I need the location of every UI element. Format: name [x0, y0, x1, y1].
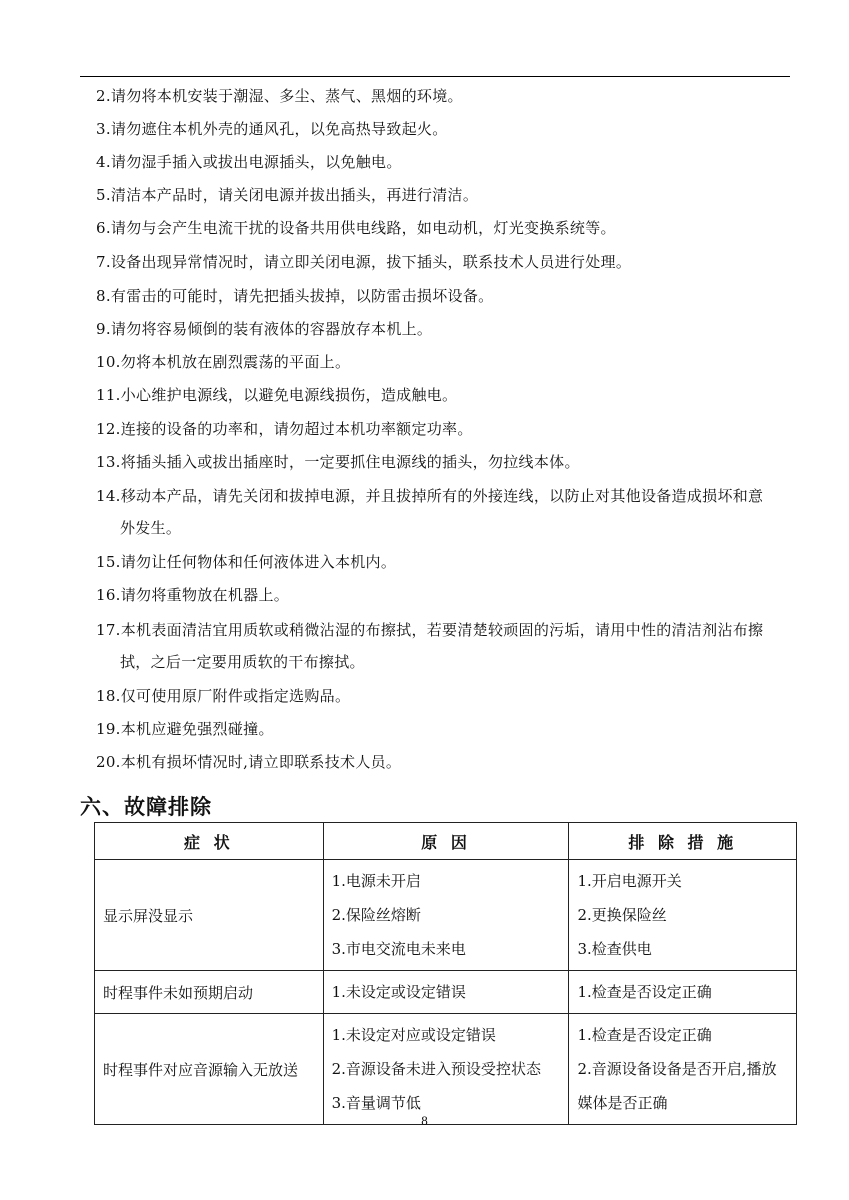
troubleshooting-table — [94, 822, 797, 1125]
list-item: 9.请勿将容易倾倒的装有液体的容器放存本机上。 — [96, 320, 433, 338]
remedy-line: 3.检查供电 — [577, 940, 652, 958]
cause-line: 1.未设定或设定错误 — [331, 983, 466, 1001]
cause-line: 3.音量调节低 — [331, 1094, 421, 1112]
list-item-continuation: 外发生。 — [120, 519, 182, 537]
symptom-cell: 显示屏没显示 — [95, 860, 324, 971]
list-item: 10.勿将本机放在剧烈震荡的平面上。 — [96, 353, 351, 371]
remedy-line: 1.检查是否设定正确 — [577, 1026, 712, 1044]
cause-cell — [323, 1014, 569, 1125]
remedy-cell — [569, 860, 797, 971]
remedy-line: 1.检查是否设定正确 — [577, 983, 712, 1001]
cause-line: 1.电源未开启 — [331, 872, 421, 890]
list-item: 4.请勿湿手插入或拔出电源插头，以免触电。 — [96, 153, 402, 171]
header-symptom: 症 状 — [95, 823, 324, 860]
header-cause: 原 因 — [323, 823, 569, 860]
list-item: 13.将插头插入或拔出插座时，一定要抓住电源线的插头，勿拉线本体。 — [96, 453, 580, 471]
list-item: 6.请勿与会产生电流干扰的设备共用供电线路，如电动机，灯光变换系统等。 — [96, 219, 616, 237]
header-rule — [80, 76, 790, 77]
list-item: 16.请勿将重物放在机器上。 — [96, 586, 290, 604]
page-number: 8 — [421, 1113, 428, 1128]
remedy-line: 2.更换保险丝 — [577, 906, 667, 924]
cause-cell — [323, 971, 569, 1014]
list-item: 2.请勿将本机安装于潮湿、多尘、蒸气、黑烟的环境。 — [96, 87, 463, 105]
table-header-row — [95, 823, 797, 860]
table-row — [95, 971, 797, 1014]
table-row — [95, 1014, 797, 1125]
cause-line: 2.保险丝熔断 — [331, 906, 421, 924]
list-item: 5.清洁本产品时，请关闭电源并拔出插头，再进行清洁。 — [96, 186, 479, 204]
list-item-continuation: 拭，之后一定要用质软的干布擦拭。 — [120, 653, 365, 671]
section-title: 六、故障排除 — [80, 795, 212, 819]
list-item: 7.设备出现异常情况时，请立即关闭电源，拔下插头，联系技术人员进行处理。 — [96, 253, 632, 271]
remedy-cell — [569, 1014, 797, 1125]
list-item: 11.小心维护电源线，以避免电源线损伤，造成触电。 — [96, 386, 458, 404]
list-item: 8.有雷击的可能时，请先把插头拔掉，以防雷击损坏设备。 — [96, 287, 494, 305]
cause-line: 1.未设定对应或设定错误 — [331, 1026, 496, 1044]
cause-cell — [323, 860, 569, 971]
list-item: 14.移动本产品，请先关闭和拔掉电源，并且拔掉所有的外接连线，以防止对其他设备造成损坏和意 — [96, 487, 764, 505]
remedy-line: 1.开启电源开关 — [577, 872, 682, 890]
list-item: 15.请勿让任何物体和任何液体进入本机内。 — [96, 553, 397, 571]
symptom-cell: 时程事件未如预期启动 — [95, 971, 324, 1014]
list-item: 19.本机应避免强烈碰撞。 — [96, 720, 274, 738]
header-remedy: 排 除 措 施 — [569, 823, 797, 860]
list-item: 17.本机表面清洁宜用质软或稍微沾湿的布擦拭，若要清楚较顽固的污垢，请用中性的清洁剂沾布擦 — [96, 621, 764, 639]
symptom-cell: 时程事件对应音源输入无放送 — [95, 1014, 324, 1125]
cause-line: 3.市电交流电未来电 — [331, 940, 466, 958]
cause-line: 2.音源设备未进入预设受控状态 — [331, 1060, 541, 1078]
list-item: 12.连接的设备的功率和，请勿超过本机功率额定功率。 — [96, 420, 473, 438]
list-item: 18.仅可使用原厂附件或指定选购品。 — [96, 687, 351, 705]
remedy-line: 2.音源设备设备是否开启,播放媒体是否正确 — [577, 1060, 777, 1112]
list-item: 3.请勿遮住本机外壳的通风孔，以免高热导致起火。 — [96, 120, 448, 138]
list-item: 20.本机有损坏情况时,请立即联系技术人员。 — [96, 753, 402, 771]
table-row — [95, 860, 797, 971]
remedy-cell — [569, 971, 797, 1014]
